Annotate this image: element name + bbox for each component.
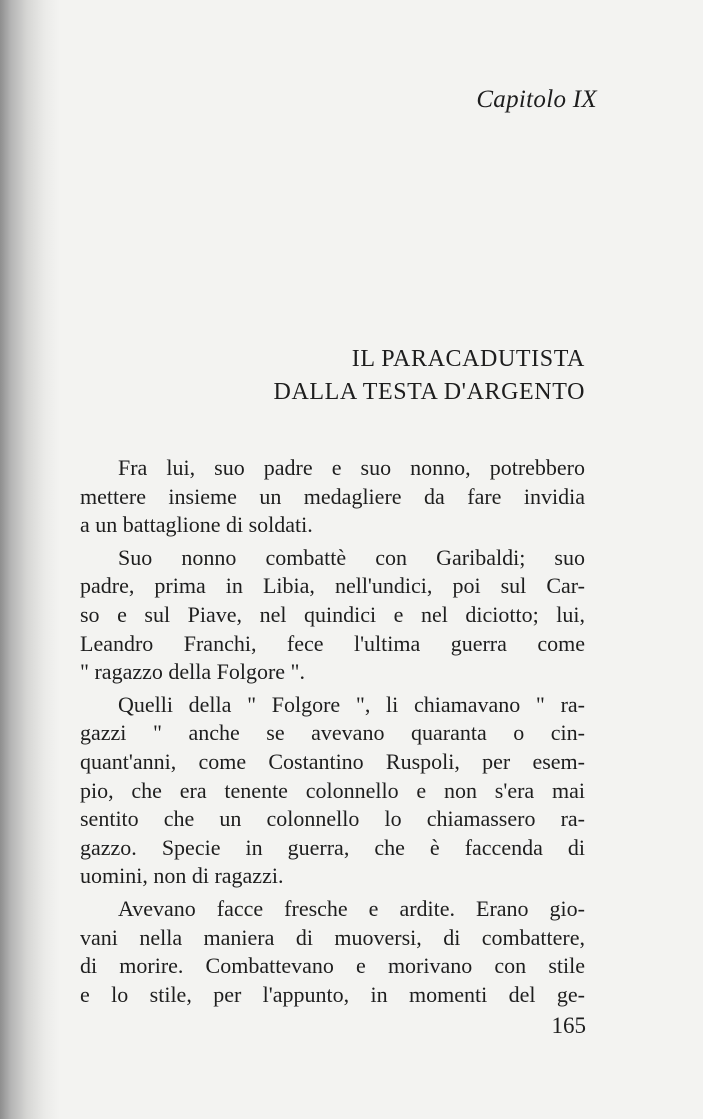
chapter-title-line-1: IL PARACADUTISTA xyxy=(351,346,585,372)
text-line: so e sul Piave, nel quindici e nel diciotto; lui, xyxy=(80,601,585,627)
chapter-heading: Capitolo IX xyxy=(476,86,597,113)
text-line: Quelli della " Folgore ", li chiamavano " ra- xyxy=(118,691,585,717)
body-text xyxy=(80,454,585,1009)
text-line: quant'anni, come Costantino Ruspoli, per esem- xyxy=(80,748,585,774)
text-line: di morire. Combattevano e morivano con stile xyxy=(80,953,585,979)
paragraph-3 xyxy=(80,691,585,891)
text-line: vani nella maniera di muoversi, di combattere, xyxy=(80,924,585,950)
text-line: Avevano facce fresche e ardite. Erano gio- xyxy=(118,895,585,921)
text-line: mettere insieme un medagliere da fare invidia xyxy=(80,483,585,509)
text-line: e lo stile, per l'appunto, in momenti del ge- xyxy=(80,981,585,1007)
text-line: a un battaglione di soldati. xyxy=(80,512,313,538)
text-line: Suo nonno combattè con Garibaldi; suo xyxy=(118,544,585,570)
text-line: Fra lui, suo padre e suo nonno, potrebbero xyxy=(118,455,585,480)
text-line: Leandro Franchi, fece l'ultima guerra come xyxy=(80,630,585,656)
paragraph-4 xyxy=(80,895,585,1009)
paragraph-1 xyxy=(80,454,585,540)
page-number: 165 xyxy=(551,1013,586,1038)
chapter-title xyxy=(274,343,585,409)
text-line: gazzi " anche se avevano quaranta o cin- xyxy=(80,720,585,746)
text-line: " ragazzo della Folgore ". xyxy=(80,659,306,685)
text-line: gazzo. Specie in guerra, che è faccenda di xyxy=(80,834,585,860)
text-line: uomini, non di ragazzi. xyxy=(80,863,284,889)
text-line: pio, che era tenente colonnello e non s'era mai xyxy=(80,777,585,803)
text-line: padre, prima in Libia, nell'undici, poi sul Car- xyxy=(80,573,585,599)
chapter-title-line-2: DALLA TESTA D'ARGENTO xyxy=(273,379,585,405)
paragraph-2 xyxy=(80,544,585,687)
text-line: sentito che un colonnello lo chiamassero ra- xyxy=(80,806,585,832)
